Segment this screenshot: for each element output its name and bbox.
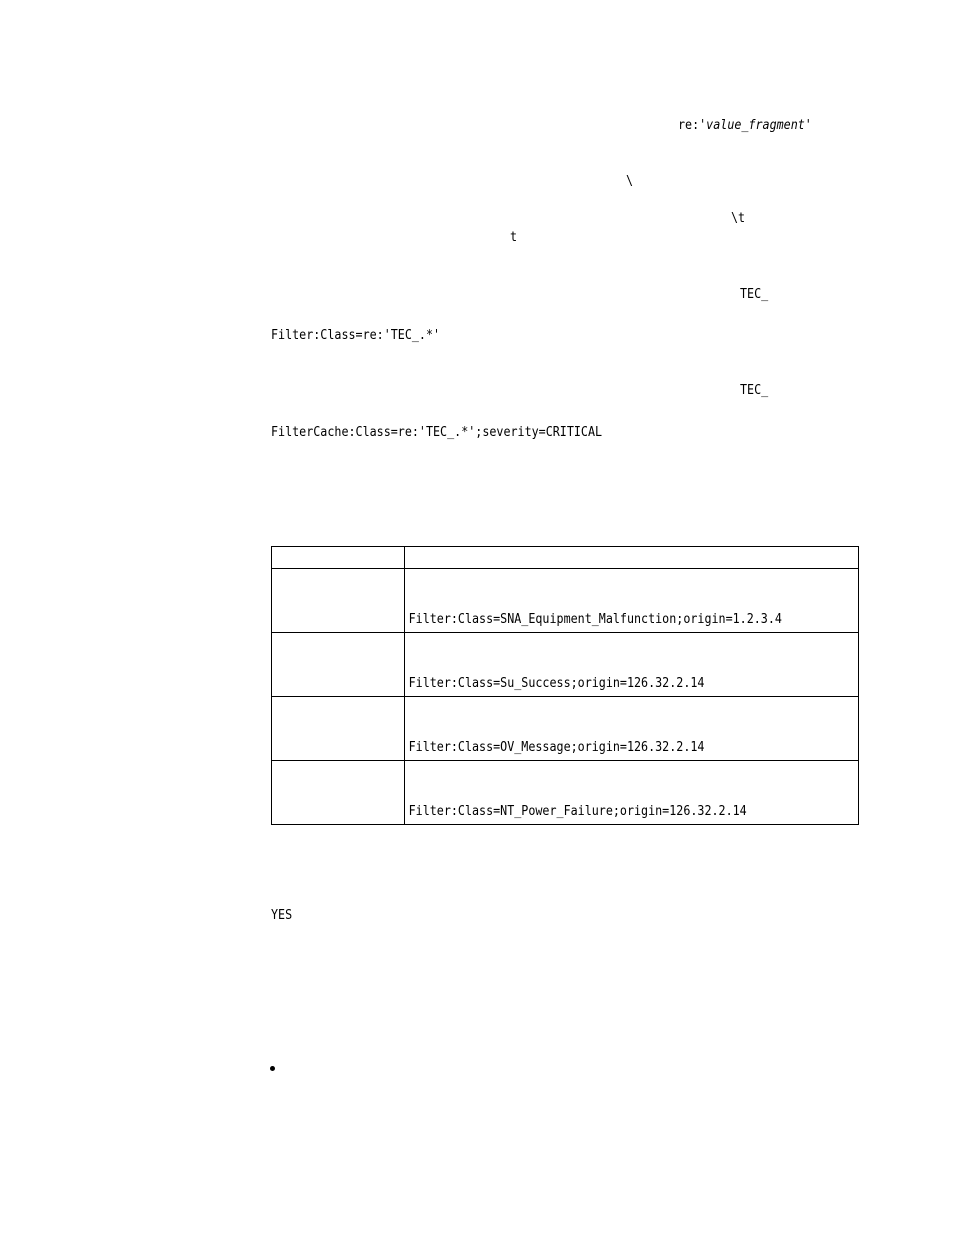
- tec-prefix-snippet-2: TEC_: [740, 383, 769, 398]
- table-cell-label: [272, 633, 405, 697]
- tec-prefix-snippet: TEC_: [740, 287, 769, 302]
- tab-escape-snippet: \t: [731, 211, 746, 226]
- table-cell-label: [272, 569, 405, 633]
- t-char-snippet: t: [510, 230, 518, 245]
- table-header-row: [272, 547, 859, 569]
- filter-code: Filter:Class=NT_Power_Failure;origin=126.32.2.14: [408, 804, 747, 819]
- table-cell-label: [272, 697, 405, 761]
- table-header-cell: [405, 547, 859, 569]
- filter-examples-table: [271, 546, 859, 825]
- table-cell-filter: [405, 633, 859, 697]
- filter-code: Filter:Class=SNA_Equipment_Malfunction;origin=1.2.3.4: [408, 612, 782, 627]
- backslash-snippet: \: [626, 174, 634, 189]
- table-cell-filter: [405, 761, 859, 825]
- table-row: [272, 569, 859, 633]
- table-header-cell: [272, 547, 405, 569]
- filter-code: Filter:Class=OV_Message;origin=126.32.2.14: [408, 740, 705, 755]
- filtercache-example-code: FilterCache:Class=re:'TEC_.*';severity=CRITICAL: [271, 425, 603, 440]
- table-cell-label: [272, 761, 405, 825]
- table-cell-filter: [405, 697, 859, 761]
- bullet-point-icon: [270, 1066, 275, 1071]
- table-row: [272, 633, 859, 697]
- table-row: [272, 761, 859, 825]
- regex-suffix: ': [804, 118, 812, 133]
- filter-code: Filter:Class=Su_Success;origin=126.32.2.14: [408, 676, 705, 691]
- yes-value-code: YES: [271, 908, 293, 923]
- filter-example-code: Filter:Class=re:'TEC_.*': [271, 328, 441, 343]
- table-cell-filter: [405, 569, 859, 633]
- table-row: [272, 697, 859, 761]
- regex-prefix: re:': [678, 118, 707, 133]
- value-fragment-placeholder: value_fragment: [706, 118, 805, 133]
- regex-syntax-snippet: [678, 118, 812, 134]
